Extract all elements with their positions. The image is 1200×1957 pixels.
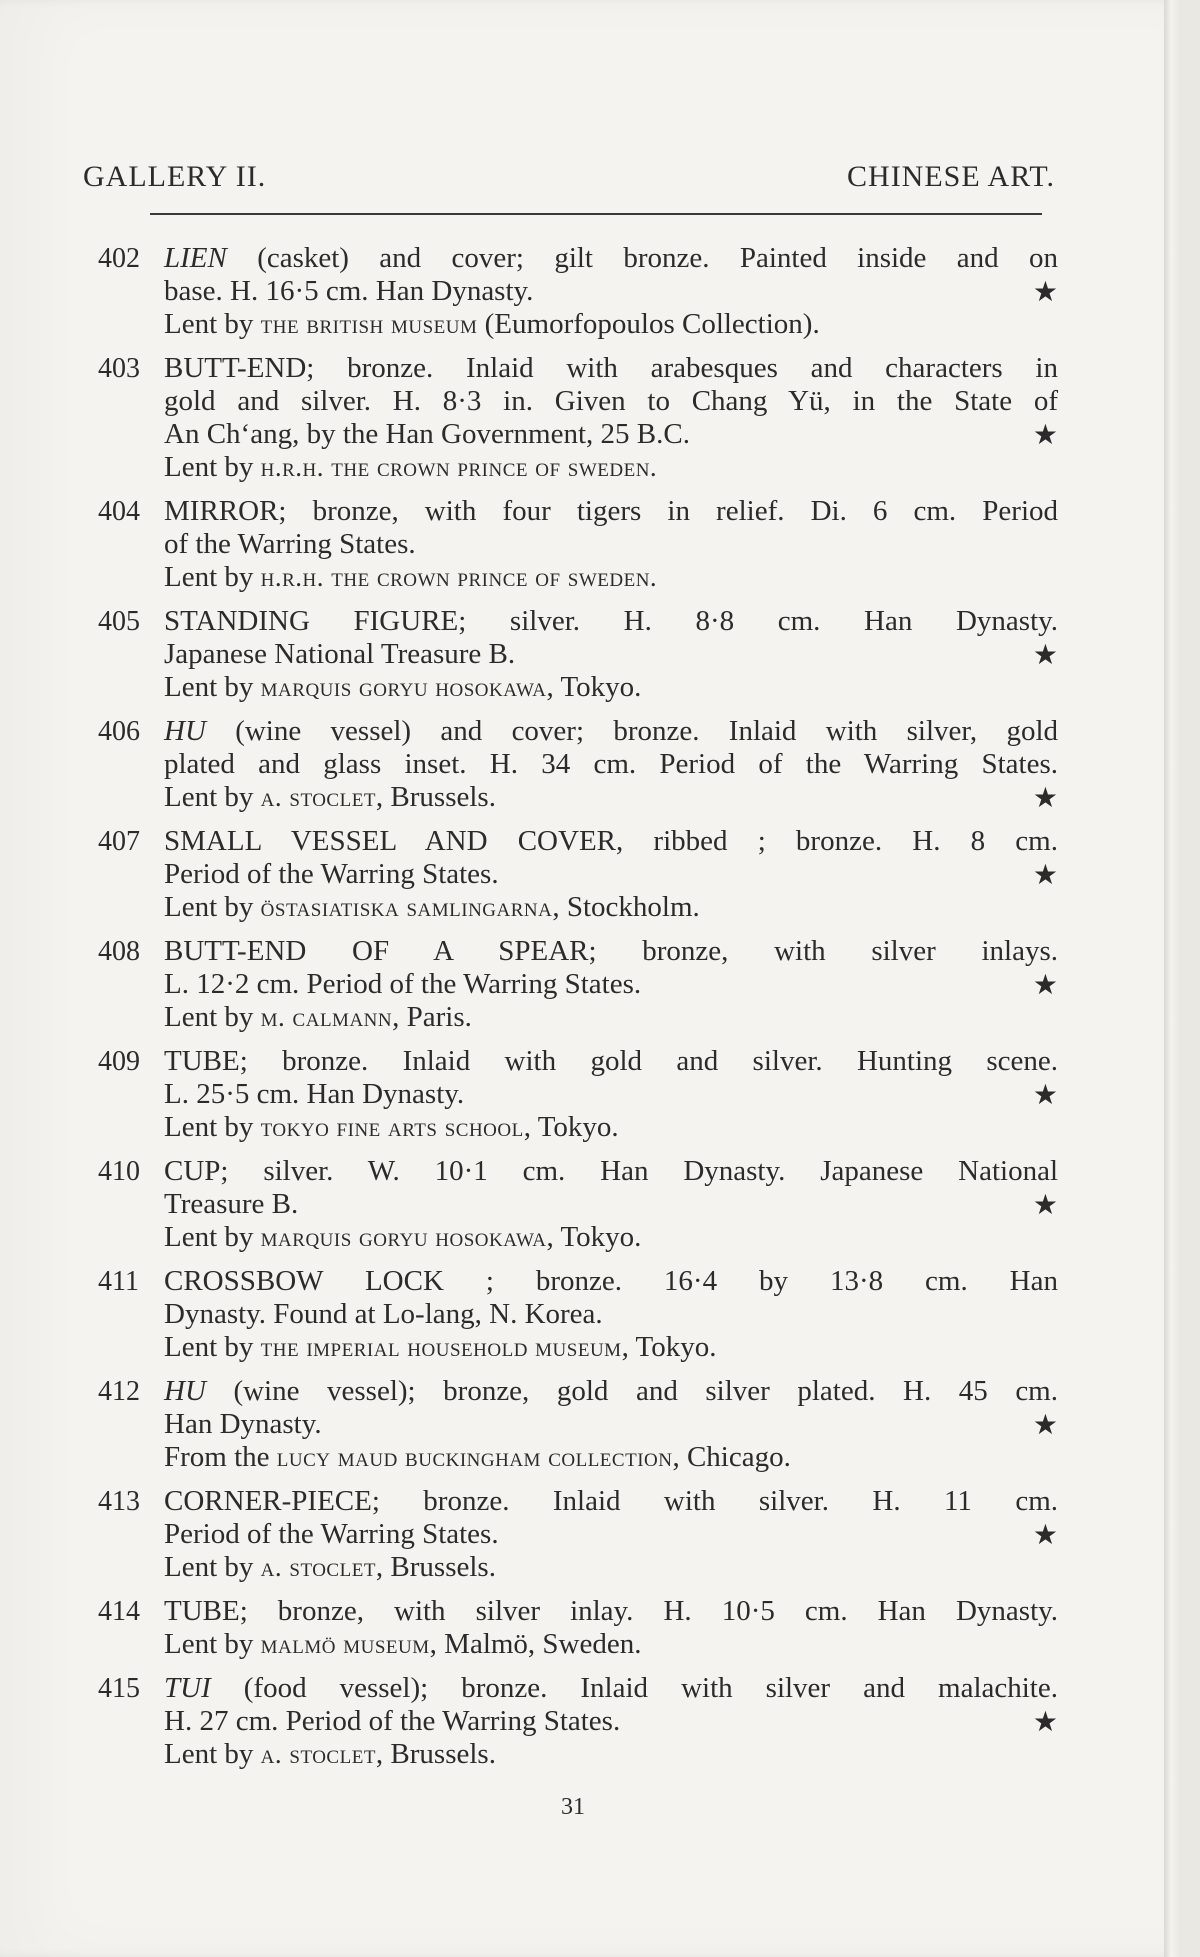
lender-prefix: Lent by <box>164 1551 261 1583</box>
description-line <box>164 1705 1058 1738</box>
lender-line <box>164 1738 1058 1771</box>
lender-location: , Stockholm. <box>552 891 700 923</box>
description-text: of the Warring States. <box>164 528 416 560</box>
entry-number: 406 <box>98 716 140 747</box>
description-line <box>164 968 1058 1001</box>
description-text: CROSSBOW LOCK ; bronze. 16·4 by 13·8 cm. Han <box>164 1265 1058 1297</box>
lender-name: the british museum <box>260 309 478 339</box>
lender-line <box>164 781 1058 814</box>
entry-number: 402 <box>98 243 140 274</box>
description-text: Treasure B. <box>164 1188 299 1220</box>
entry-body <box>164 825 1058 924</box>
star-icon: ★ <box>1032 858 1058 891</box>
description-text: Han Dynasty. <box>164 1408 322 1440</box>
lender-name: marquis goryu hosokawa <box>260 1222 547 1252</box>
page-number: 31 <box>561 1794 585 1820</box>
catalogue-entry <box>98 352 1058 484</box>
description-line <box>164 1298 1058 1331</box>
lender-name: malmö museum <box>260 1629 430 1659</box>
star-icon: ★ <box>1032 781 1058 814</box>
entry-body <box>164 1375 1058 1474</box>
star-icon: ★ <box>1032 1188 1058 1221</box>
lender-line <box>164 1551 1058 1584</box>
description-line <box>164 605 1058 638</box>
lender-location: , Brussels. <box>375 1738 496 1770</box>
lender-location: , Paris. <box>392 1001 472 1033</box>
description-text: gold and silver. H. 8·3 in. Given to Chang Yü, in the State of <box>164 385 1058 417</box>
description-text: base. H. 16·5 cm. Han Dynasty. <box>164 275 534 307</box>
description-line <box>164 1078 1058 1111</box>
object-title: TUI <box>164 1672 211 1704</box>
lender-location: , Tokyo. <box>546 671 642 703</box>
entry-body <box>164 242 1058 341</box>
entry-number: 407 <box>98 826 140 857</box>
entry-body <box>164 1485 1058 1584</box>
lender-name: m. calmann <box>260 1002 393 1032</box>
description-line <box>164 858 1058 891</box>
description-line <box>164 242 1058 275</box>
lender-name: a. stoclet <box>260 1739 376 1769</box>
description-text: An Ch‘ang, by the Han Government, 25 B.C. <box>164 418 690 450</box>
lender-line <box>164 451 1058 484</box>
lender-prefix: Lent by <box>164 308 261 340</box>
lender-prefix: Lent by <box>164 1738 261 1770</box>
description-line <box>164 638 1058 671</box>
description-text: H. 27 cm. Period of the Warring States. <box>164 1705 621 1737</box>
catalogue-entry <box>98 1485 1058 1584</box>
entry-body <box>164 715 1058 814</box>
object-title: HU <box>164 715 206 747</box>
lender-line <box>164 308 1058 341</box>
description-text: Period of the Warring States. <box>164 858 499 890</box>
lender-location: , Malmö, Sweden. <box>429 1628 642 1660</box>
description-text: CUP; silver. W. 10·1 cm. Han Dynasty. Japanese National <box>164 1155 1058 1187</box>
lender-name: östasiatiska samlingarna <box>260 892 553 922</box>
lender-prefix: Lent by <box>164 1628 261 1660</box>
lender-line <box>164 671 1058 704</box>
entry-body <box>164 605 1058 704</box>
entry-body <box>164 1155 1058 1254</box>
description-text: (casket) and cover; gilt bronze. Painted inside and on <box>226 242 1058 274</box>
lender-line <box>164 891 1058 924</box>
entry-body <box>164 935 1058 1034</box>
catalogue-entry <box>98 1672 1058 1771</box>
description-text: L. 12·2 cm. Period of the Warring States. <box>164 968 642 1000</box>
lender-line <box>164 1628 1058 1661</box>
header-rule <box>150 213 1042 215</box>
lender-name: a. stoclet <box>260 782 376 812</box>
description-text: L. 25·5 cm. Han Dynasty. <box>164 1078 465 1110</box>
description-line <box>164 418 1058 451</box>
star-icon: ★ <box>1032 1705 1058 1738</box>
catalogue-entry <box>98 495 1058 594</box>
description-line <box>164 1155 1058 1188</box>
description-text: plated and glass inset. H. 34 cm. Period of the Warring States. <box>164 748 1058 780</box>
catalogue-entries <box>98 242 1058 1782</box>
description-text: TUBE; bronze, with silver inlay. H. 10·5 cm. Han Dynasty. <box>164 1595 1058 1627</box>
lender-name: tokyo fine arts school <box>260 1112 524 1142</box>
star-icon: ★ <box>1032 968 1058 1001</box>
entry-body <box>164 1595 1058 1661</box>
description-text: Dynasty. Found at Lo-lang, N. Korea. <box>164 1298 603 1330</box>
lender-line <box>164 1221 1058 1254</box>
lender-location: , Tokyo. <box>546 1221 642 1253</box>
star-icon: ★ <box>1032 1518 1058 1551</box>
description-text: (wine vessel) and cover; bronze. Inlaid with silver, gold <box>205 715 1058 747</box>
lender-prefix: Lent by <box>164 781 261 813</box>
description-line <box>164 715 1058 748</box>
entry-number: 411 <box>98 1266 139 1297</box>
catalogue-entry <box>98 1595 1058 1661</box>
lender-line <box>164 1111 1058 1144</box>
entry-number: 408 <box>98 936 140 967</box>
object-title: LIEN <box>164 242 227 274</box>
description-text: TUBE; bronze. Inlaid with gold and silver. Hunting scene. <box>164 1045 1058 1077</box>
description-text: (food vessel); bronze. Inlaid with silver and malachite. <box>210 1672 1058 1704</box>
lender-prefix: Lent by <box>164 1331 261 1363</box>
description-line <box>164 1485 1058 1518</box>
lender-prefix: Lent by <box>164 451 261 483</box>
entry-body <box>164 1672 1058 1771</box>
description-line <box>164 275 1058 308</box>
section-heading: CHINESE ART. <box>847 160 1055 193</box>
lender-name: h.r.h. the crown prince of sweden. <box>260 562 658 592</box>
running-head <box>83 160 1055 194</box>
star-icon: ★ <box>1032 275 1058 308</box>
entry-body <box>164 1045 1058 1144</box>
description-text: MIRROR; bronze, with four tigers in relief. Di. 6 cm. Period <box>164 495 1058 527</box>
lender-line <box>164 1331 1058 1364</box>
star-icon: ★ <box>1032 1408 1058 1441</box>
description-text: STANDING FIGURE; silver. H. 8·8 cm. Han Dynasty. <box>164 605 1058 637</box>
description-line <box>164 352 1058 385</box>
lender-prefix: Lent by <box>164 1001 261 1033</box>
lender-prefix: Lent by <box>164 891 261 923</box>
description-line <box>164 528 1058 561</box>
entry-body <box>164 495 1058 594</box>
lender-prefix: From the <box>164 1441 277 1473</box>
entry-number: 415 <box>98 1673 140 1704</box>
catalogue-entry <box>98 605 1058 704</box>
description-line <box>164 1045 1058 1078</box>
description-text: Period of the Warring States. <box>164 1518 499 1550</box>
lender-prefix: Lent by <box>164 671 261 703</box>
catalogue-entry <box>98 1155 1058 1254</box>
lender-name: a. stoclet <box>260 1552 376 1582</box>
entry-body <box>164 352 1058 484</box>
description-line <box>164 825 1058 858</box>
catalogue-entry <box>98 242 1058 341</box>
entry-number: 409 <box>98 1046 140 1077</box>
catalogue-entry <box>98 715 1058 814</box>
description-line <box>164 1188 1058 1221</box>
description-line <box>164 935 1058 968</box>
lender-name: lucy maud buckingham collection <box>276 1442 673 1472</box>
gallery-heading: GALLERY II. <box>83 160 267 193</box>
star-icon: ★ <box>1032 418 1058 451</box>
description-text: SMALL VESSEL AND COVER, ribbed ; bronze. H. 8 cm. <box>164 825 1058 857</box>
lender-prefix: Lent by <box>164 1221 261 1253</box>
entry-body <box>164 1265 1058 1364</box>
description-line <box>164 1595 1058 1628</box>
description-text: (wine vessel); bronze, gold and silver plated. H. 45 cm. <box>205 1375 1058 1407</box>
description-text: BUTT-END OF A SPEAR; bronze, with silver inlays. <box>164 935 1058 967</box>
description-text: CORNER-PIECE; bronze. Inlaid with silver. H. 11 cm. <box>164 1485 1058 1517</box>
lender-name: the imperial household museum <box>260 1332 622 1362</box>
entry-number: 412 <box>98 1376 140 1407</box>
lender-location: , Brussels. <box>375 1551 496 1583</box>
catalogue-entry <box>98 935 1058 1034</box>
catalogue-entry <box>98 1265 1058 1364</box>
description-line <box>164 1518 1058 1551</box>
description-text: BUTT-END; bronze. Inlaid with arabesques and characters in <box>164 352 1058 384</box>
lender-location: , Tokyo. <box>523 1111 619 1143</box>
lender-prefix: Lent by <box>164 1111 261 1143</box>
entry-number: 413 <box>98 1486 140 1517</box>
lender-location: , Tokyo. <box>621 1331 717 1363</box>
description-line <box>164 1375 1058 1408</box>
entry-number: 410 <box>98 1156 140 1187</box>
description-line <box>164 385 1058 418</box>
object-title: HU <box>164 1375 206 1407</box>
lender-line <box>164 1441 1058 1474</box>
description-line <box>164 748 1058 781</box>
lender-location: , Brussels. <box>375 781 496 813</box>
description-text: Japanese National Treasure B. <box>164 638 516 670</box>
entry-number: 405 <box>98 606 140 637</box>
star-icon: ★ <box>1032 638 1058 671</box>
description-line <box>164 1265 1058 1298</box>
star-icon: ★ <box>1032 1078 1058 1111</box>
entry-number: 414 <box>98 1596 140 1627</box>
catalogue-entry <box>98 1045 1058 1144</box>
description-line <box>164 1672 1058 1705</box>
lender-name: marquis goryu hosokawa <box>260 672 547 702</box>
catalogue-entry <box>98 1375 1058 1474</box>
lender-location: (Eumorfopoulos Collection). <box>477 308 820 340</box>
catalogue-entry <box>98 825 1058 924</box>
description-line <box>164 495 1058 528</box>
lender-line <box>164 561 1058 594</box>
lender-line <box>164 1001 1058 1034</box>
entry-number: 404 <box>98 496 140 527</box>
page-edge <box>1164 0 1182 1957</box>
entry-number: 403 <box>98 353 140 384</box>
lender-prefix: Lent by <box>164 561 261 593</box>
lender-location: , Chicago. <box>672 1441 791 1473</box>
lender-name: h.r.h. the crown prince of sweden. <box>260 452 658 482</box>
description-line <box>164 1408 1058 1441</box>
